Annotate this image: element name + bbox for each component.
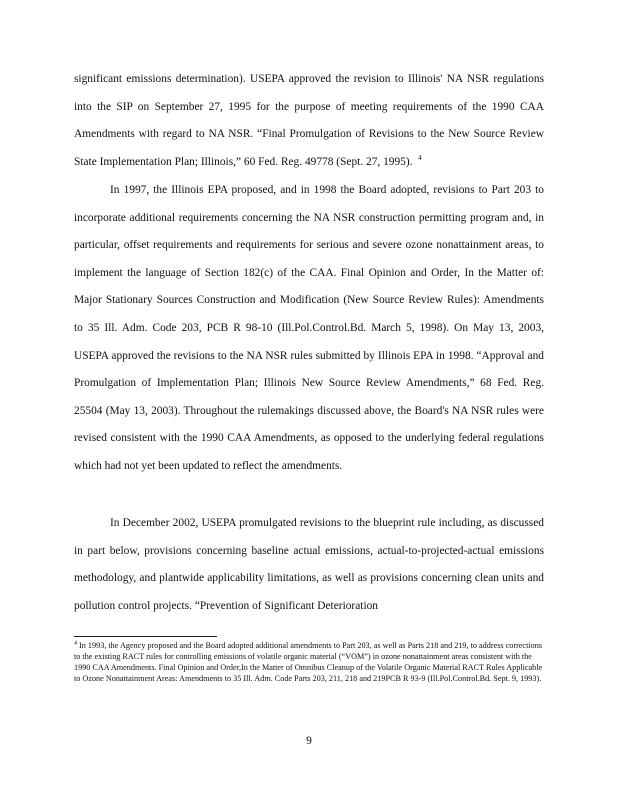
paragraph-2-text: In 1997, the Illinois EPA proposed, and in 1998 the Board adopted, revisions to Part 203 to incorporate additional requirements concerning the NA NSR construction permitting program and, in particular, offset requirements and requirements for serious and severe ozone nonattainment areas, to implement the language of Section 182(c) of the CAA. Final Opinion and Order, In the Matter of: Major Stationary Sources Construction and Modification (New Source Review Rules): Amendments to 35 Ill. Adm. Code 203, PCB R 98-10 (Ill.Pol.Control.Bd. March 5, 1998). On May 13, 2003, USEPA approved the revisions to the NA NSR rules submitted by Illinois EPA in 1998. “Approval and Promulgation of Implementation Plan; Illinois New Source Review Amendments,” 68 Fed. Reg. 25504 (May 13, 2003). Throughout the rulemakings discussed above, the Board's NA NSR rules were revised consistent with the 1990 CAA Amendments, as opposed to the underlying federal regulations which had not yet been updated to reflect the amendments. — [74, 184, 544, 472]
footnote-text: In 1993, the Agency proposed and the Board adopted additional amendments to Part 203, as well as Parts 218 and 219, to address corrections to the existing RACT rules for controlling emissions of volatile organic material (“VOM”) in ozone nonattainment areas consistent with the 1990 CAA Amendments. Final Opinion and Order,In the Matter of Omnibus Cleanup of the Volatile Organic Material RACT Rules Applicable to Ozone Nonattainment Areas: Amendments to 35 Ill. Adm. Code Parts 203, 211, 218 and 219PCB R 93-9 (Ill.Pol.Control.Bd. Sept. 9, 1993). — [74, 641, 543, 683]
paragraph-3 — [74, 510, 544, 620]
paragraph-3-text: In December 2002, USEPA promulgated revisions to the blueprint rule including, as discussed in part below, provisions concerning baseline actual emissions, actual-to-projected-actual emissions methodology, and plantwide applicability limitations, as well as provisions concerning clean units and pollution control projects. “Prevention of Significant Deterioration — [74, 517, 544, 612]
footnote-mark: 4 — [74, 640, 77, 647]
footnote — [74, 641, 544, 685]
paragraph-1 — [74, 66, 544, 176]
paragraph-2 — [74, 177, 544, 481]
page-number: 9 — [306, 735, 312, 747]
footnote-divider — [74, 636, 217, 637]
paragraph-1-text: significant emissions determination). USEPA approved the revision to Illinois' NA NSR regulations into the SIP on September 27, 1995 for the purpose of meeting requirements of the 1990 CAA Amendments with regard to NA NSR. “Final Promulgation of Revisions to the New Source Review State Implementation Plan; Illinois,” 60 Fed. Reg. 49778 (Sept. 27, 1995). — [74, 73, 544, 168]
footnote-reference[interactable]: 4 — [418, 153, 422, 162]
